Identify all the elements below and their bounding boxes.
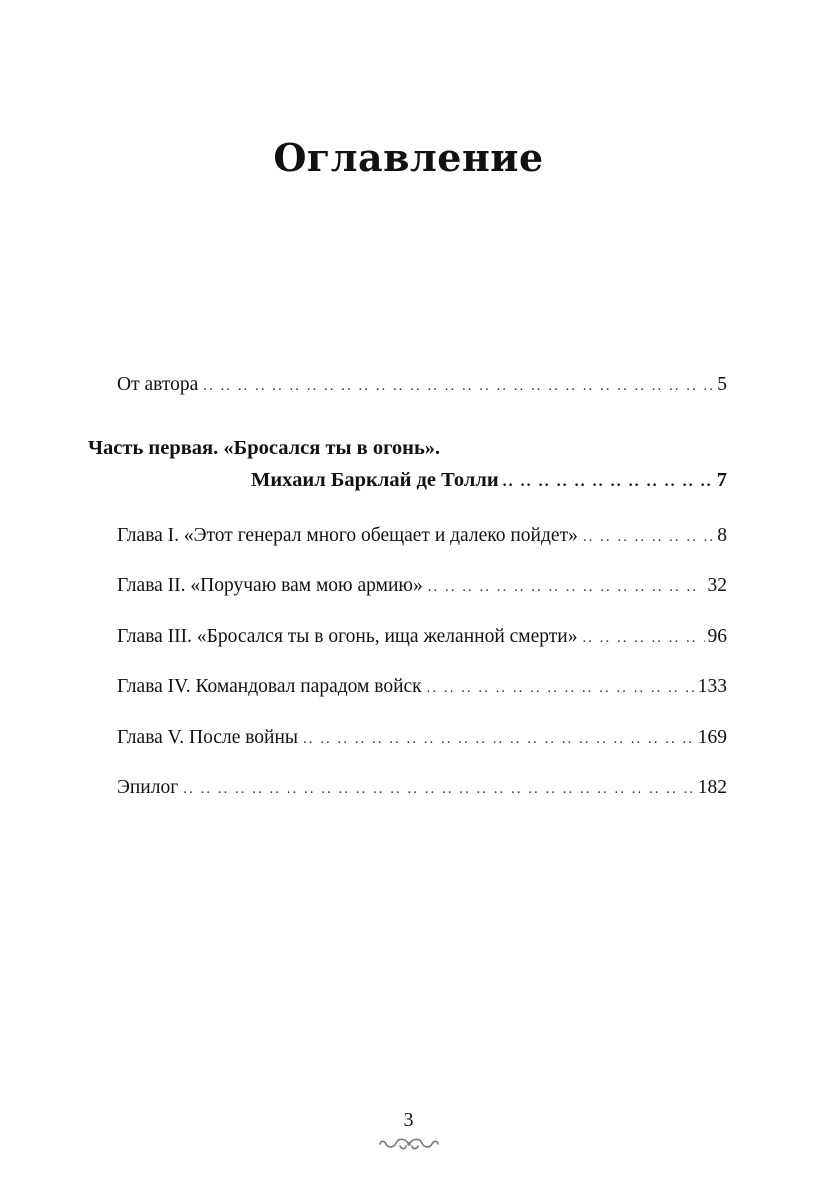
toc-page-number: 169: [697, 727, 727, 748]
toc-entry-chapter-4[interactable]: [117, 674, 727, 700]
toc-entry-chapter-3[interactable]: [117, 624, 727, 650]
toc-entry-epilogue[interactable]: [117, 775, 727, 801]
toc-entry-title: Эпилог: [117, 777, 179, 798]
toc-entry-title: Глава V. После войны: [117, 727, 299, 748]
toc-entry-intro[interactable]: [117, 372, 727, 398]
dot-leader: [427, 675, 695, 701]
page-title: Оглавление: [273, 135, 544, 180]
part-heading-line1: Часть первая. «Бросался ты в огонь».: [88, 437, 441, 459]
toc-entry-chapter-1[interactable]: [117, 523, 727, 549]
dot-leader: [583, 524, 714, 550]
dot-leader: [428, 574, 705, 600]
toc-page-number: 7: [716, 469, 727, 491]
dot-leader: [303, 726, 695, 752]
toc-entry-title: Глава III. «Бросался ты в огонь, ища желанной смерти»: [117, 626, 578, 647]
toc-page-number: 133: [697, 676, 727, 697]
toc-entry-title: От автора: [117, 374, 199, 395]
dot-leader: [203, 373, 714, 399]
toc-page-number: 8: [717, 525, 727, 546]
toc-entry-chapter-5[interactable]: [117, 725, 727, 751]
toc-page-number: 5: [717, 374, 727, 395]
dot-leader: [582, 625, 704, 651]
page-number: 3: [403, 1109, 414, 1131]
toc-page-number: 182: [697, 777, 727, 798]
decorative-flourish-icon: [378, 1134, 440, 1154]
toc-entry-title: Глава I. «Этот генерал много обещает и далеко пойдет»: [117, 525, 578, 546]
toc-entry-title: Глава IV. Командовал парадом войск: [117, 676, 422, 697]
part-heading-line2-row: [251, 465, 727, 495]
toc-page-number: 96: [707, 626, 727, 647]
dot-leader: [503, 467, 711, 497]
dot-leader: [183, 776, 695, 802]
toc-entry-title: Глава II. «Поручаю вам мою армию»: [117, 575, 423, 596]
toc-part-heading[interactable]: [88, 433, 727, 497]
part-heading-line2: Михаил Барклай де Толли: [251, 469, 499, 491]
toc-page-number: 32: [707, 575, 727, 596]
toc-entry-chapter-2[interactable]: [117, 573, 727, 599]
